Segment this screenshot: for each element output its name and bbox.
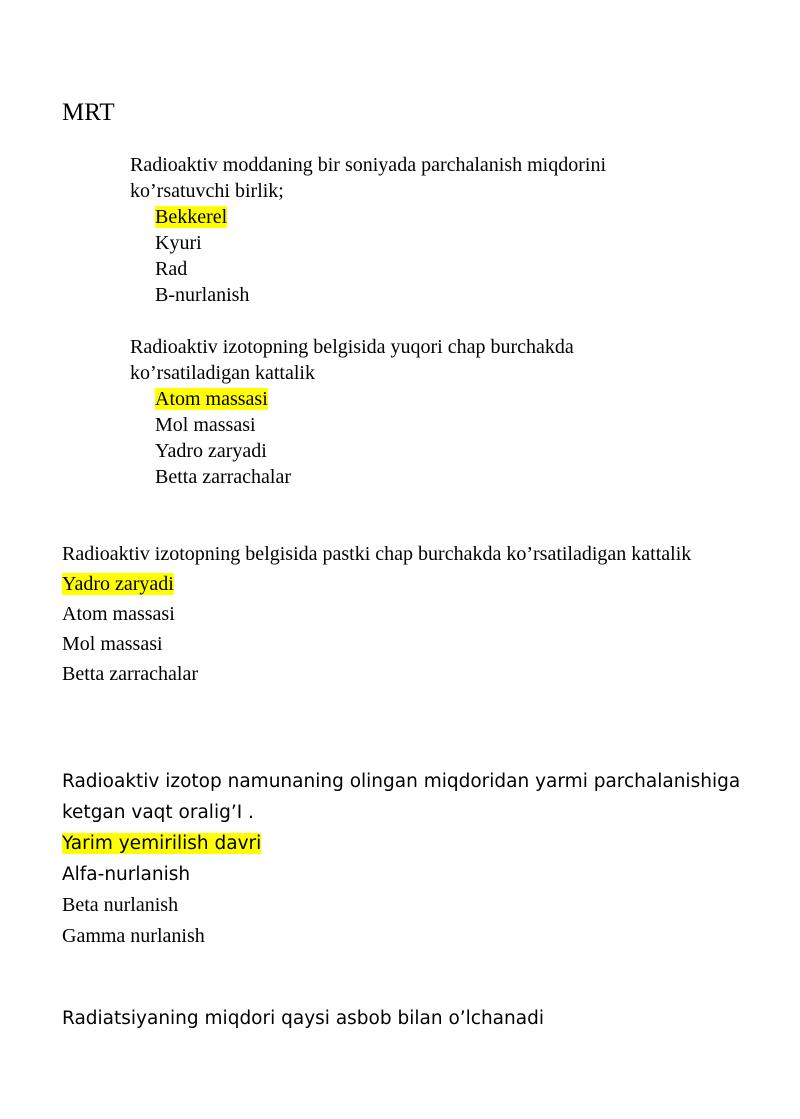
answer-option: Atom massasi <box>62 603 175 625</box>
answer-option: Betta zarrachalar <box>62 663 199 685</box>
answer-option: Gamma nurlanish <box>62 925 205 947</box>
question-text: Radioaktiv izotopning belgisida yuqori chap burchakda ko’rsatiladigan kattalik <box>130 336 574 384</box>
answer-option: Yadro zaryadi <box>155 440 267 462</box>
question-block-2 <box>130 334 690 490</box>
highlighted-answer: Yadro zaryadi <box>62 573 174 595</box>
question-block-5 <box>62 1004 762 1034</box>
answer-option-correct <box>155 386 690 412</box>
question-block-3 <box>62 539 762 689</box>
question-text: Radioaktiv izotop namunaning olingan miqdoridan yarmi parchalanishiga ketgan vaqt oralig’I . <box>62 771 741 823</box>
answer-option: Mol massasi <box>62 633 163 655</box>
answer-options <box>130 204 690 308</box>
answer-option: Alfa-nurlanish <box>62 864 191 885</box>
question-text: Radiatsiyaning miqdori qaysi asbob bilan o’lchanadi <box>62 1008 544 1029</box>
answer-options <box>130 386 690 490</box>
answer-option: Betta zarrachalar <box>155 466 292 488</box>
answer-option: Mol massasi <box>155 414 256 436</box>
answer-option: B-nurlanish <box>155 284 250 306</box>
answer-option-correct <box>155 204 690 230</box>
answer-option-correct <box>62 828 762 859</box>
answer-option: Beta nurlanish <box>62 894 179 916</box>
question-text: Radioaktiv moddaning bir soniyada parchalanish miqdorini ko’rsatuvchi birlik; <box>130 154 607 202</box>
question-text: Radioaktiv izotopning belgisida pastki chap burchakda ko’rsatiladigan kattalik <box>62 543 692 565</box>
highlighted-answer: Yarim yemirilish davri <box>62 833 262 854</box>
answer-option: Kyuri <box>155 232 202 254</box>
highlighted-answer: Atom massasi <box>155 388 268 410</box>
highlighted-answer: Bekkerel <box>155 206 228 228</box>
answer-option-correct <box>62 569 762 599</box>
answer-option: Rad <box>155 258 188 280</box>
question-block-4 <box>62 766 762 952</box>
document-title: MRT <box>62 99 115 126</box>
question-block-1 <box>130 152 690 308</box>
